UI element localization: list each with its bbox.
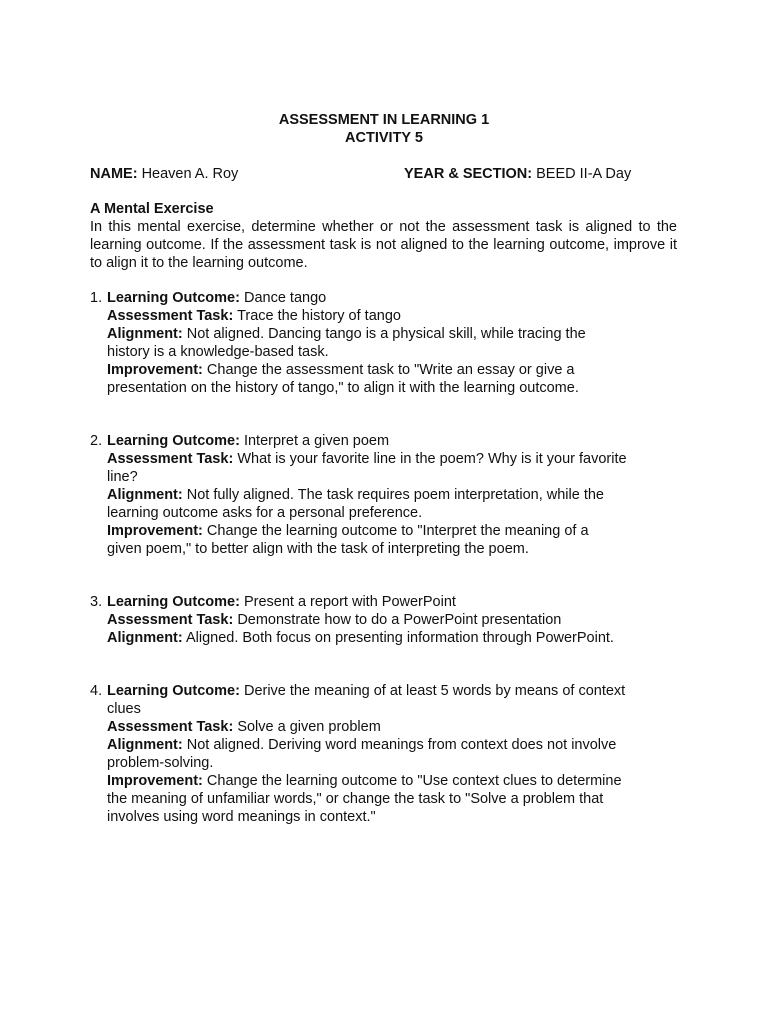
improvement-text: Change the learning outcome to "Use context clues to determine [206, 773, 622, 789]
exercise-heading: A Mental Exercise [90, 201, 214, 217]
year-section-field [404, 165, 631, 183]
assessment-task-text: Solve a given problem [237, 719, 381, 735]
list-item [90, 682, 670, 826]
document-subtitle: ACTIVITY 5 [345, 130, 423, 146]
learning-outcome-label: Learning Outcome: [107, 290, 240, 306]
learning-outcome [90, 593, 670, 611]
improvement-label: Improvement: [107, 773, 203, 789]
improvement-continued: involves using word meanings in context." [107, 809, 376, 825]
improvement-continued: presentation on the history of tango," to align it with the learning outcome. [107, 380, 579, 396]
alignment-label: Alignment: [107, 630, 183, 646]
year-section-label: YEAR & SECTION: [404, 166, 533, 182]
learning-outcome-continued: clues [107, 701, 141, 717]
alignment-text: Not aligned. Dancing tango is a physical skill, while tracing the [186, 326, 586, 342]
alignment-text: Not aligned. Deriving word meanings from context does not involve [186, 737, 617, 753]
alignment-continued: problem-solving. [107, 755, 214, 771]
assessment-task-text: Demonstrate how to do a PowerPoint presentation [237, 612, 562, 628]
alignment-label: Alignment: [107, 487, 183, 503]
list-item [90, 593, 670, 647]
item-number: 1. [90, 290, 103, 306]
learning-outcome [90, 432, 670, 450]
improvement-label: Improvement: [107, 362, 203, 378]
assessment-task [90, 307, 670, 325]
improvement-label: Improvement: [107, 523, 203, 539]
assessment-task [90, 450, 670, 468]
name-label: NAME: [90, 166, 138, 182]
learning-outcome-label: Learning Outcome: [107, 594, 240, 610]
learning-outcome [90, 289, 670, 307]
improvement-text: Change the assessment task to "Write an essay or give a [206, 362, 575, 378]
assessment-task-text: Trace the history of tango [237, 308, 401, 324]
improvement [90, 772, 670, 790]
alignment [90, 736, 670, 754]
alignment-text: Not fully aligned. The task requires poem interpretation, while the [186, 487, 604, 503]
year-section-value: BEED II-A Day [536, 166, 632, 182]
improvement-continued: given poem," to better align with the task of interpreting the poem. [107, 541, 529, 557]
item-number: 3. [90, 594, 103, 610]
alignment [90, 486, 670, 504]
document-title: ASSESSMENT IN LEARNING 1 [278, 112, 490, 128]
learning-outcome-text: Present a report with PowerPoint [243, 594, 456, 610]
item-number: 2. [90, 433, 103, 449]
learning-outcome [90, 682, 670, 700]
name-value: Heaven A. Roy [141, 166, 239, 182]
improvement [90, 522, 670, 540]
item-number: 4. [90, 683, 103, 699]
alignment-label: Alignment: [107, 737, 183, 753]
list-item [90, 289, 670, 397]
name-field [90, 165, 238, 183]
assessment-task-text: What is your favorite line in the poem? Why is it your favorite [237, 451, 627, 467]
assessment-task-label: Assessment Task: [107, 612, 234, 628]
learning-outcome-label: Learning Outcome: [107, 683, 240, 699]
learning-outcome-text: Derive the meaning of at least 5 words by means of context [243, 683, 626, 699]
exercise-intro: In this mental exercise, determine whether or not the assessment task is aligned to the learning outcome. If the assessment task is not aligned to the learning outcome, improve it to align it to the learning outcome. [90, 219, 677, 271]
alignment-continued: history is a knowledge-based task. [107, 344, 329, 360]
learning-outcome-text: Interpret a given poem [243, 433, 390, 449]
improvement-text: Change the learning outcome to "Interpret the meaning of a [206, 523, 589, 539]
assessment-task-label: Assessment Task: [107, 719, 234, 735]
alignment [90, 629, 670, 647]
assessment-task-label: Assessment Task: [107, 308, 234, 324]
assessment-task [90, 611, 670, 629]
learning-outcome-text: Dance tango [243, 290, 327, 306]
assessment-task-continued: line? [107, 469, 138, 485]
alignment-label: Alignment: [107, 326, 183, 342]
improvement-continued: the meaning of unfamiliar words," or change the task to "Solve a problem that [107, 791, 604, 807]
alignment-continued: learning outcome asks for a personal preference. [107, 505, 423, 521]
assessment-task-label: Assessment Task: [107, 451, 234, 467]
list-item [90, 432, 670, 558]
alignment-text: Aligned. Both focus on presenting information through PowerPoint. [185, 630, 614, 646]
assessment-task [90, 718, 670, 736]
improvement [90, 361, 670, 379]
alignment [90, 325, 670, 343]
learning-outcome-label: Learning Outcome: [107, 433, 240, 449]
